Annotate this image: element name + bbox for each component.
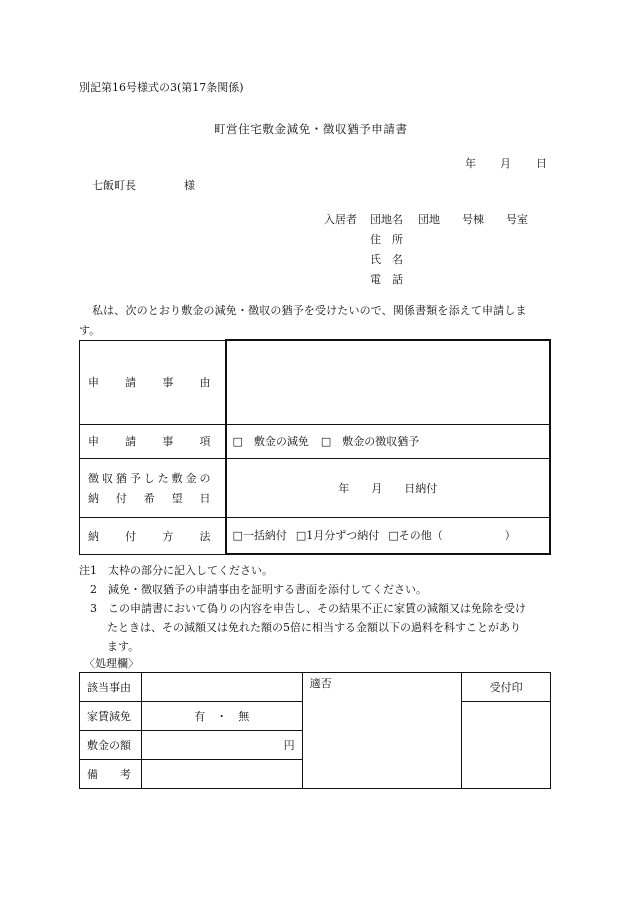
proc-remarks-input[interactable] xyxy=(141,760,302,789)
stamp-label: 受付印 xyxy=(462,673,551,702)
note-1: 注1 太枠の部分に記入してください。 xyxy=(79,564,273,577)
intro-line-1: 私は、次のとおり敷金の減免・徴収の猶予を受けたいので、関係書類を添えて申請しま xyxy=(92,304,527,317)
option-deferral-checkbox[interactable]: □ 敷金の徴収猶予 xyxy=(320,435,420,448)
payment-method-label-cell: 納 付 方 法 xyxy=(80,517,226,554)
date-day-label: 日 xyxy=(536,157,547,170)
page-title: 町営住宅敷金減免・徴収猶予申請書 xyxy=(214,122,408,136)
payment-lump-sum-checkbox[interactable]: □一括納付 xyxy=(232,529,287,543)
payment-method-options xyxy=(226,517,551,554)
deferral-date-label-cell: 徴 収 猶 予 し た 敷 金 の 納 付 希 望 日 xyxy=(80,458,226,517)
honorific: 様 xyxy=(184,179,195,192)
processing-table xyxy=(79,672,551,789)
payment-other-checkbox[interactable]: □その他（ xyxy=(388,529,443,543)
date-year-label: 年 xyxy=(465,157,476,170)
processing-heading: 〈処理欄〉 xyxy=(84,657,139,670)
yen-unit: 円 xyxy=(283,739,295,752)
reason-input[interactable] xyxy=(226,340,551,424)
option-reduction-checkbox[interactable]: □ 敷金の減免 xyxy=(232,435,309,448)
proc-remarks-label: 備 考 xyxy=(80,760,142,789)
payment-monthly-checkbox[interactable]: □1月分ずつ納付 xyxy=(295,529,380,543)
item-label-cell: 申 請 事 項 xyxy=(80,424,226,458)
estate-name-label: 団地名 xyxy=(370,213,403,226)
deferral-date-input[interactable]: 年 月 日納付 xyxy=(226,458,551,517)
proc-rent-reduction-value[interactable]: 有 ・ 無 xyxy=(141,702,302,731)
note-3-line-1: 3 この申請書において偽りの内容を申告し、その結果不正に家賃の減額又は免除を受け xyxy=(90,602,526,615)
form-reference: 別記第16号様式の3(第17条関係) xyxy=(79,81,244,94)
date-month-label: 月 xyxy=(500,157,511,170)
approval-cell[interactable] xyxy=(302,673,462,789)
proc-deposit-input[interactable] xyxy=(141,731,302,760)
proc-rent-reduction-label: 家賃減免 xyxy=(80,702,142,731)
estate-name-value[interactable]: 団地 号棟 号室 xyxy=(418,213,528,226)
proc-reason-input[interactable] xyxy=(141,673,302,702)
proc-deposit-label: 敷金の額 xyxy=(80,731,142,760)
phone-label: 電 話 xyxy=(370,273,403,286)
approval-label: 適否 xyxy=(309,677,332,690)
reason-label-cell: 申 請 事 由 xyxy=(80,340,226,424)
application-table xyxy=(79,339,551,555)
proc-reason-label: 該当事由 xyxy=(80,673,142,702)
addressee: 七飯町長 xyxy=(92,179,136,192)
applicant-label: 入居者 xyxy=(324,213,357,226)
note-3-line-2: たときは、その減額又は免れた額の5倍に相当する金額以下の過料を科すことがあり xyxy=(107,621,521,634)
note-2: 2 減免・徴収猶予の申請事由を証明する書面を添付してください。 xyxy=(90,583,427,596)
stamp-area xyxy=(462,702,551,789)
address-label: 住 所 xyxy=(370,233,403,246)
item-options-cell xyxy=(226,424,551,458)
note-3-line-3: ます。 xyxy=(107,640,140,653)
name-label: 氏 名 xyxy=(370,253,403,266)
payment-other-close-paren: ） xyxy=(504,529,516,543)
intro-line-2: す。 xyxy=(79,324,101,337)
